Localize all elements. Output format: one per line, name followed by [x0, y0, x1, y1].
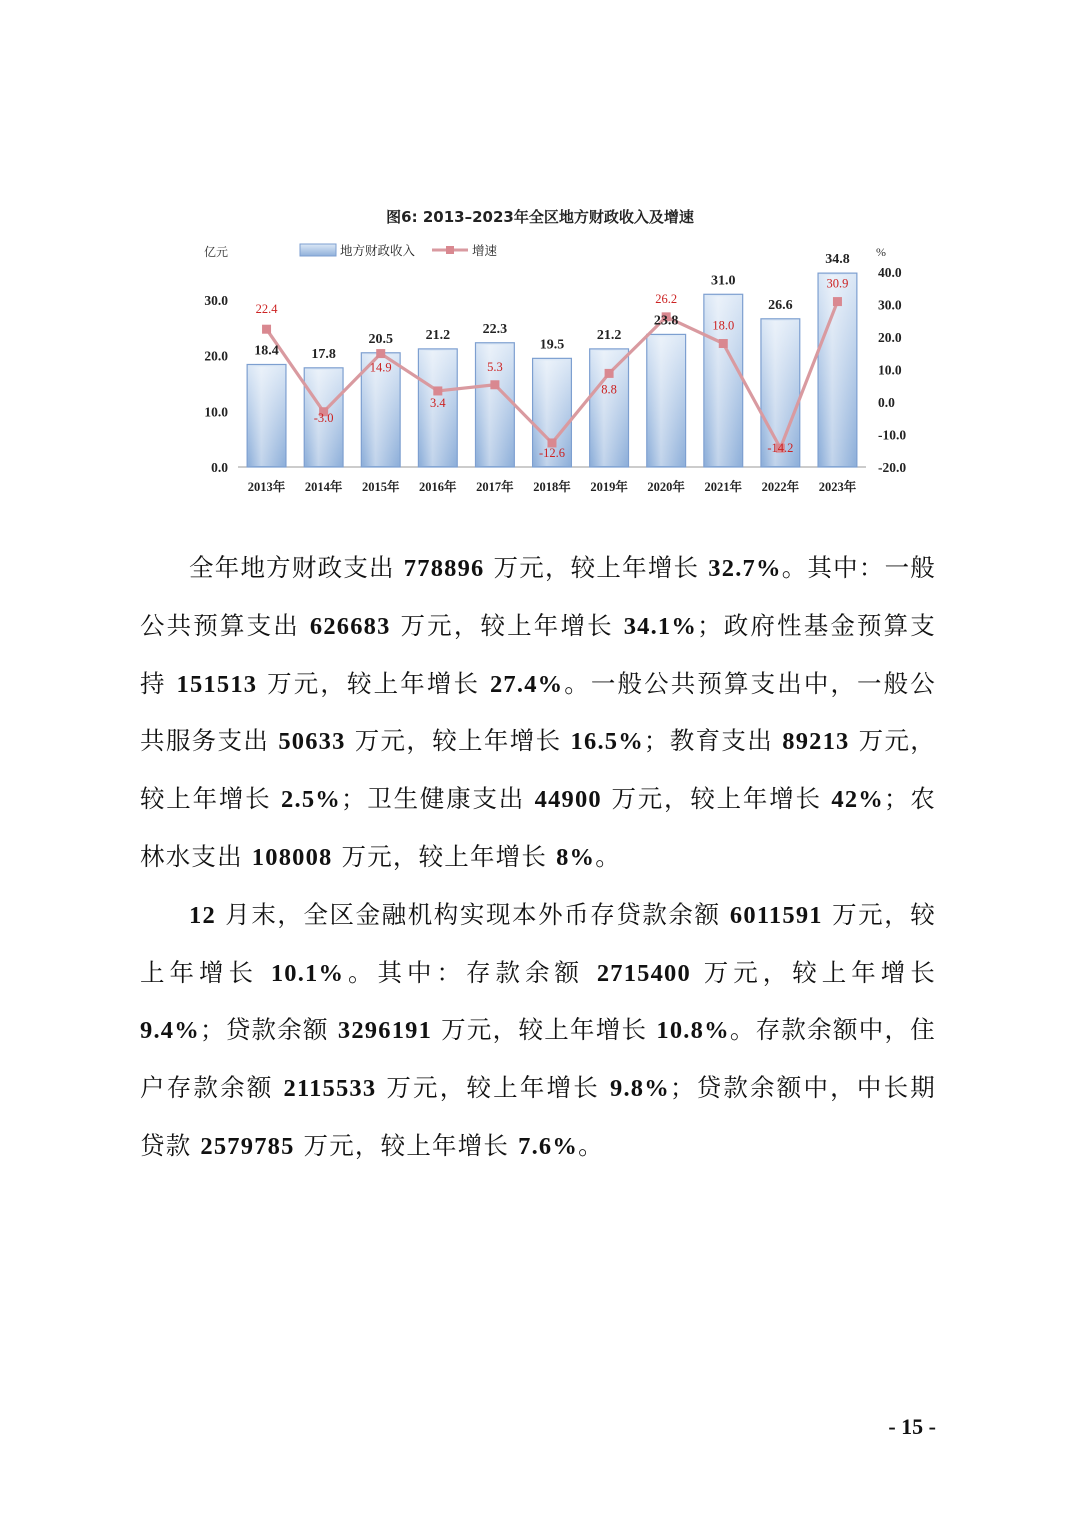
text-run: 。其中：一般公共预算支出: [140, 553, 937, 640]
growth-data-label: -12.6: [538, 445, 566, 460]
x-axis-tick-label: 2022年: [761, 480, 800, 494]
bar-data-label: 21.2: [425, 327, 451, 343]
growth-data-label: -3.0: [313, 410, 334, 425]
left-axis-tick-label: 30.0: [204, 292, 228, 308]
figure-value: 89213: [782, 728, 850, 756]
text-run: 。其中：存款余额: [344, 957, 597, 987]
growth-data-label: 8.8: [601, 382, 617, 397]
page-number: - 15 -: [888, 1414, 936, 1439]
text-run: 全年地方财政支出: [189, 553, 404, 582]
text-run: 万元，较上年增长: [332, 841, 557, 871]
figure-value: 108008: [251, 843, 333, 871]
paragraph-financial-deposits-loans: [140, 887, 936, 1176]
bar-data-label: 20.5: [368, 331, 393, 347]
figure-value: 6011591: [729, 901, 823, 929]
paragraph-fiscal-expenditure: [140, 540, 936, 887]
growth-marker: [376, 349, 385, 358]
x-axis-tick-label: 2018年: [533, 480, 571, 494]
x-axis-tick-label: 2013年: [247, 480, 286, 494]
figure-value: 32.7%: [708, 555, 782, 582]
bar-data-label: 26.6: [768, 297, 793, 313]
growth-data-label: 3.4: [430, 395, 446, 410]
left-axis-tick-label: 0.0: [211, 460, 228, 475]
text-run: ；贷款余额中，中长期贷款: [140, 1073, 936, 1160]
text-run: 万元，较上年增长: [601, 784, 832, 814]
bar-data-label: 34.8: [825, 252, 850, 268]
growth-data-label: 18.0: [712, 318, 735, 333]
text-run: 万元，较上年增长: [294, 1130, 519, 1160]
chart-figure: [190, 200, 907, 510]
text-run: 。一般公共预算支出中，一般公共服务支出: [140, 668, 936, 756]
chart-title: 图6: 2013–2023年全区地方财政收入及增速: [386, 208, 694, 226]
figure-value: 12: [189, 901, 216, 929]
figure-value: 10.1%: [270, 959, 345, 987]
bar-data-label: 22.3: [482, 321, 508, 337]
chart-svg: [190, 200, 907, 510]
text-run: 万元，较上年增长: [140, 899, 936, 987]
bar-data-label: 18.4: [254, 343, 279, 359]
legend-marker-growth: [446, 246, 454, 254]
figure-value: 8%: [556, 843, 596, 871]
text-run: 万元，较上年增长: [376, 1073, 610, 1103]
figure-value: 151513: [176, 670, 258, 698]
figure-value: 42%: [831, 786, 884, 814]
growth-data-label: 5.3: [487, 359, 503, 374]
text-run: 。: [595, 841, 621, 871]
figure-value: 50633: [278, 728, 346, 756]
figure-value: 34.1%: [623, 612, 698, 640]
growth-marker: [490, 380, 499, 389]
body-text: [140, 540, 936, 1176]
figure-value: 2715400: [596, 959, 691, 987]
text-run: 万元，较上年增长: [390, 610, 624, 640]
figure-value: 27.4%: [489, 670, 564, 698]
figure-value: 2.5%: [281, 786, 341, 814]
text-run: 万元，较上年增长: [345, 726, 571, 756]
bar-data-label: 31.0: [711, 273, 736, 289]
growth-marker: [605, 369, 614, 378]
bar-data-label: 23.8: [653, 313, 679, 329]
text-run: ；政府性基金预算支持: [140, 610, 937, 698]
bar-revenue-highlight: [649, 336, 684, 466]
figure-value: 16.5%: [570, 728, 644, 756]
growth-data-label: -14.2: [767, 441, 794, 456]
figure-value: 9.8%: [610, 1075, 670, 1103]
figure-value: 7.6%: [518, 1132, 579, 1160]
growth-data-label: 22.4: [255, 302, 278, 317]
legend-label-revenue: 地方财政收入: [340, 244, 416, 258]
growth-marker: [433, 386, 442, 395]
x-axis-tick-label: 2016年: [419, 480, 457, 494]
text-run: ；农林水支出: [140, 784, 936, 871]
x-axis-tick-label: 2020年: [647, 480, 685, 494]
x-axis-tick-label: 2023年: [818, 480, 857, 494]
x-axis-tick-label: 2015年: [361, 480, 400, 494]
growth-data-label: 14.9: [369, 360, 392, 375]
figure-value: 44900: [534, 786, 602, 814]
growth-data-label: 26.2: [655, 291, 678, 306]
growth-data-label: 30.9: [826, 276, 849, 291]
left-axis-tick-label: 20.0: [204, 348, 228, 364]
right-axis-tick-label: -20.0: [878, 460, 907, 475]
x-axis-tick-label: 2021年: [704, 480, 743, 494]
bar-data-label: 17.8: [311, 346, 336, 362]
right-axis-tick-label: 40.0: [878, 265, 902, 280]
x-axis-tick-label: 2014年: [304, 480, 343, 494]
text-run: 月末，全区金融机构实现本外币存贷款余额: [215, 899, 730, 929]
left-axis-tick-label: 10.0: [204, 404, 228, 420]
text-run: ；贷款余额: [199, 1015, 338, 1045]
growth-marker: [262, 325, 271, 334]
figure-value: 2115533: [283, 1075, 377, 1103]
text-run: 。: [578, 1130, 604, 1160]
figure-value: 778896: [403, 555, 485, 582]
growth-marker: [833, 297, 842, 306]
x-axis-tick-label: 2019年: [590, 480, 628, 494]
text-run: 万元，较上年增长: [257, 668, 490, 698]
text-run: ；教育支出: [643, 726, 783, 756]
legend-label-growth: 增速: [472, 244, 498, 258]
figure-value: 2579785: [200, 1132, 295, 1160]
right-axis-tick-label: 30.0: [878, 297, 902, 313]
figure-value: 3296191: [337, 1017, 433, 1045]
x-axis-tick-label: 2017年: [476, 480, 514, 494]
bar-revenue-highlight: [249, 366, 284, 466]
growth-marker: [719, 339, 728, 348]
right-axis-tick-label: 20.0: [878, 330, 902, 345]
legend-swatch-revenue: [300, 244, 336, 256]
left-axis-unit: 亿元: [204, 245, 229, 259]
figure-value: 10.8%: [656, 1017, 730, 1045]
text-run: ；卫生健康支出: [340, 784, 535, 814]
bar-data-label: 19.5: [539, 337, 565, 353]
bar-data-label: 21.2: [596, 327, 622, 343]
right-axis-tick-label: 0.0: [878, 395, 895, 410]
figure-value: 626683: [309, 612, 391, 640]
text-run: 万元，较上年增长: [432, 1015, 657, 1045]
text-run: 万元，较上年增长: [484, 553, 709, 582]
bar-revenue-highlight: [592, 351, 627, 466]
right-axis-tick-label: -10.0: [878, 427, 907, 443]
text-run: 万元，较上年增长: [140, 726, 937, 814]
text-run: 。存款余额中，住户存款余额: [140, 1015, 936, 1103]
figure-value: 9.4%: [140, 1017, 200, 1045]
text-run: 万元，较上年增长: [690, 957, 936, 987]
right-axis-tick-label: 10.0: [878, 362, 902, 378]
right-axis-unit: %: [876, 245, 886, 259]
